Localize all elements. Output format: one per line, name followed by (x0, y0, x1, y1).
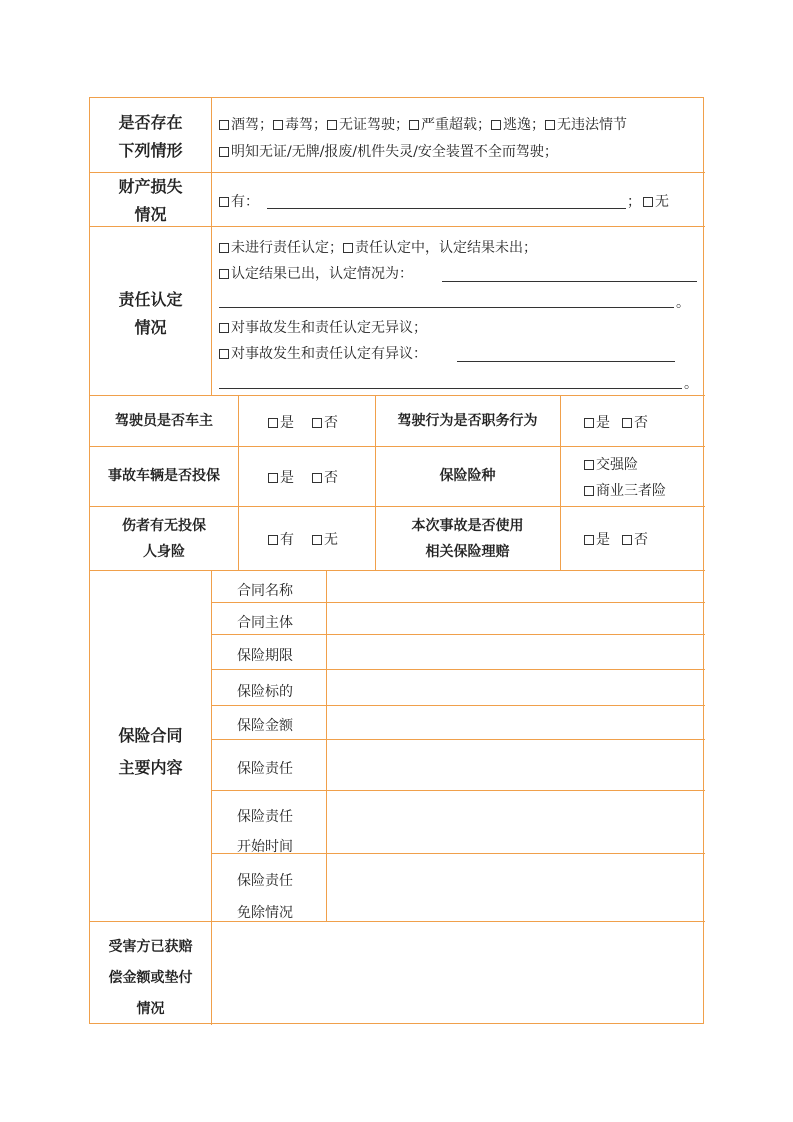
checkbox-personal-yes[interactable]: 有 (268, 532, 294, 548)
objection-blank-2[interactable] (219, 388, 682, 389)
accident-insurance-form (89, 97, 704, 1024)
circumstances-options-line1 (219, 117, 627, 133)
checkbox-drugged-driving[interactable]: 毒驾； (273, 117, 327, 133)
liability-exemption-label: 保险责任 免除情况 (237, 873, 293, 921)
row-divider (90, 506, 705, 507)
checkbox-claim-no[interactable]: 否 (622, 532, 648, 548)
insurance-liability-label: 保险责任 (237, 761, 293, 777)
col-divider (560, 396, 561, 570)
separator: ； (627, 194, 641, 210)
driver-owner-options (268, 415, 338, 431)
checkbox-driver-owner-yes[interactable]: 是 (268, 415, 294, 431)
checkbox-claim-yes[interactable]: 是 (584, 532, 610, 548)
duty-driving-options (584, 415, 648, 431)
claim-usage-options (584, 532, 648, 548)
liability-start-label: 保险责任 开始时间 (237, 809, 293, 855)
checkbox-insured-yes[interactable]: 是 (268, 470, 294, 486)
contract-label: 保险合同 主要内容 (118, 726, 183, 777)
personal-insurance-options (268, 532, 338, 548)
vehicle-insured-options (268, 470, 338, 486)
period: 。 (684, 376, 698, 392)
row-divider (90, 395, 705, 396)
checkbox-property-loss-yes[interactable]: 有： (219, 194, 259, 210)
checkbox-overload[interactable]: 严重超载； (409, 117, 491, 133)
col-divider (326, 570, 327, 921)
col-divider (211, 570, 212, 1025)
objection-blank[interactable] (457, 361, 675, 362)
checkbox-hit-and-run[interactable]: 逃逸； (491, 117, 545, 133)
property-loss-blank[interactable] (267, 208, 626, 209)
checkbox-duty-no[interactable]: 否 (622, 415, 648, 431)
period: 。 (676, 295, 690, 311)
insurance-period-label: 保险期限 (237, 648, 293, 664)
circumstances-label: 是否存在 下列情形 (118, 113, 183, 160)
checkbox-knowingly-unsafe[interactable]: 明知无证/无牌/报废/机件失灵/安全装置不全而驾驶； (219, 144, 558, 160)
liability-line1 (219, 240, 537, 256)
checkbox-in-progress[interactable]: 责任认定中，认定结果未出； (343, 240, 537, 256)
duty-driving-label: 驾驶行为是否职务行为 (397, 413, 538, 429)
checkbox-property-loss-no[interactable]: 无 (643, 194, 669, 210)
col-divider (238, 396, 239, 570)
checkbox-unlicensed[interactable]: 无证驾驶； (327, 117, 409, 133)
row-divider (90, 921, 705, 922)
contract-value-area[interactable] (328, 572, 703, 920)
col-divider (211, 98, 212, 396)
checkbox-insured-no[interactable]: 否 (312, 470, 338, 486)
contract-name-label: 合同名称 (237, 583, 293, 599)
compensation-label: 受害方已获赔 偿金额或垫付 情况 (108, 939, 193, 1017)
checkbox-compulsory-insurance[interactable]: 交强险 (584, 457, 638, 473)
vehicle-insured-label: 事故车辆是否投保 (108, 468, 220, 484)
determination-blank-2[interactable] (219, 307, 674, 308)
checkbox-not-determined[interactable]: 未进行责任认定； (219, 240, 343, 256)
insured-subject-label: 保险标的 (237, 684, 293, 700)
determination-blank[interactable] (442, 281, 697, 282)
compensation-value-area[interactable] (213, 923, 703, 1023)
insurance-type-label: 保险险种 (439, 468, 496, 484)
checkbox-drunk-driving[interactable]: 酒驾； (219, 117, 273, 133)
checkbox-no-violation[interactable]: 无违法情节 (545, 117, 627, 133)
contract-party-label: 合同主体 (237, 615, 293, 631)
personal-insurance-label: 伤者有无投保 人身险 (122, 518, 206, 560)
driver-owner-label: 驾驶员是否车主 (115, 413, 213, 429)
row-divider (90, 446, 705, 447)
insured-amount-label: 保险金额 (237, 718, 293, 734)
checkbox-personal-no[interactable]: 无 (312, 532, 338, 548)
property-loss-label: 财产损失 情况 (118, 177, 183, 224)
checkbox-commercial-third-party[interactable]: 商业三者险 (584, 483, 666, 499)
checkbox-driver-owner-no[interactable]: 否 (312, 415, 338, 431)
checkbox-objection[interactable]: 对事故发生和责任认定有异议： (219, 346, 427, 362)
liability-label: 责任认定 情况 (118, 290, 183, 337)
checkbox-no-objection[interactable]: 对事故发生和责任认定无异议； (219, 320, 427, 336)
row-divider (90, 570, 705, 571)
claim-usage-label: 本次事故是否使用 相关保险理赔 (411, 518, 524, 560)
checkbox-duty-yes[interactable]: 是 (584, 415, 610, 431)
checkbox-determined[interactable]: 认定结果已出，认定情况为： (219, 266, 413, 282)
